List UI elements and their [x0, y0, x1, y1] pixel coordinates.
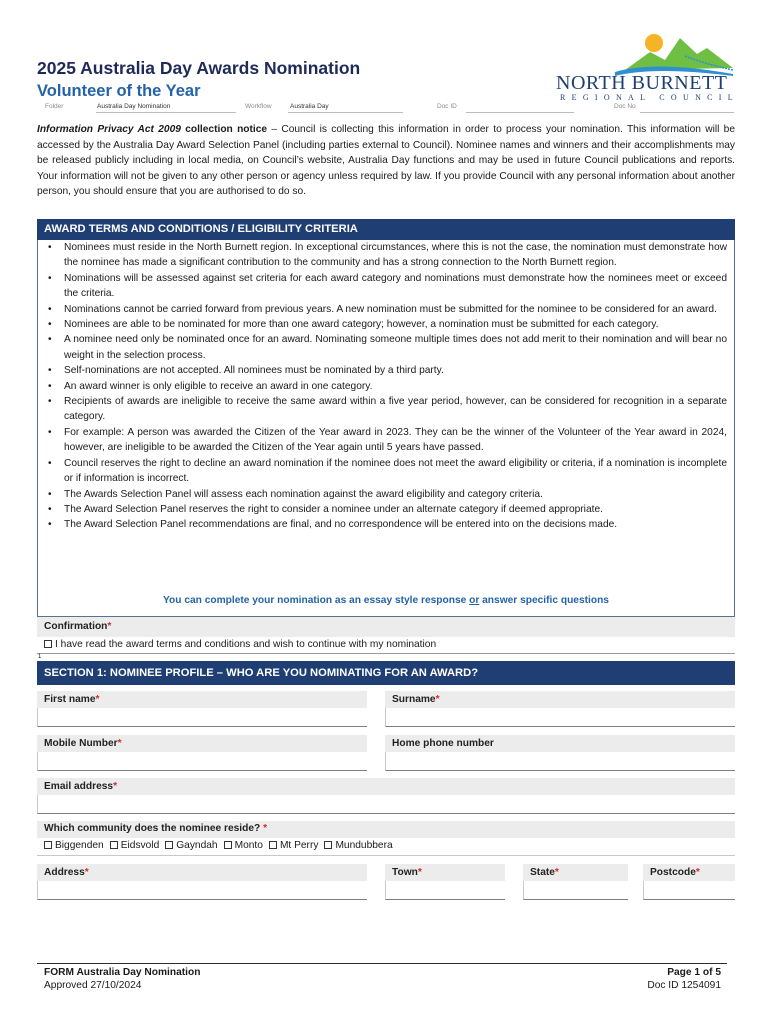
postcode-label: Postcode* — [650, 867, 700, 878]
award-category-title: Volunteer of the Year — [37, 82, 201, 100]
first-name-input[interactable] — [37, 708, 367, 727]
footer-approved: Approved 27/10/2024 — [44, 980, 142, 991]
community-checkbox[interactable] — [165, 841, 173, 849]
form-title: 2025 Australia Day Awards Nomination — [37, 58, 361, 78]
folder-value: Australia Day Nomination — [97, 103, 171, 110]
footer-rule — [37, 963, 727, 964]
terms-item: • The Award Selection Panel reserves the right to consider a nominee under an alternate category if deemed appropriate. — [45, 502, 727, 517]
folder-rule — [96, 112, 236, 113]
address-input[interactable] — [37, 881, 367, 900]
sun-icon — [645, 34, 663, 52]
community-checkbox[interactable] — [110, 841, 118, 849]
community-checkbox[interactable] — [324, 841, 332, 849]
council-logo-subtitle: REGIONAL COUNCIL — [560, 93, 739, 102]
community-option-gayndah[interactable] — [165, 840, 217, 851]
essay-note-before: You can complete your nomination as an essay style response — [163, 595, 470, 606]
privacy-text: – Council is collecting this information in order to process your nomination. This information will be accessed by the Australia Day Award Selection Panel (including parties external to Council). Nominee names and winners and their accomplishments may be released publicly including in local media, on Council’s website, Australia Day functions and may be used in future Council publications and reports. Your information will not be given to any other person or agency unless required by law. If you provide Council with any personal information about another person, you should ensure that you are authorised to do so. — [37, 124, 735, 198]
essay-note-or: or — [469, 595, 480, 606]
terms-list — [37, 240, 735, 533]
terms-item: • Self-nominations are not accepted. All nominees must be nominated by a third party. — [45, 363, 727, 378]
community-option-eidsvold[interactable] — [110, 840, 160, 851]
terms-item: • An award winner is only eligible to receive an award in one category. — [45, 379, 727, 394]
required-marker: * — [107, 621, 112, 632]
address-label: Address* — [44, 867, 89, 878]
workflow-meta — [245, 103, 329, 110]
community-checkbox[interactable] — [224, 841, 232, 849]
home-phone-label: Home phone number — [392, 738, 494, 749]
confirmation-checkbox-row[interactable] — [44, 639, 436, 650]
terms-item: • Recipients of awards are ineligible to receive the same award within a five year period, however, can be considered for recognition in a separate category. — [45, 394, 727, 425]
section1-heading: SECTION 1: NOMINEE PROFILE – WHO ARE YOU NOMINATING FOR AN AWARD? — [37, 661, 735, 685]
docid-label: Doc ID — [437, 103, 457, 110]
confirmation-checkbox-label: I have read the award terms and conditions and wish to continue with my nomination — [55, 639, 437, 650]
community-option-mundubbera[interactable] — [324, 840, 392, 851]
council-logo-name: NORTH BURNETT — [556, 72, 728, 94]
mobile-input[interactable] — [37, 752, 367, 771]
terms-item: • For example: A person was awarded the Citizen of the Year award in 2023. They can be the winner of the Volunteer of the Year award in 2024, however, are ineligible to be awarded the Citizen of the Year again until 5 years have passed. — [45, 425, 727, 456]
workflow-rule — [288, 112, 403, 113]
terms-item: • The Awards Selection Panel will assess each nomination against the award eligibility and category criteria. — [45, 487, 727, 502]
terms-item: • Nominations cannot be carried forward from previous years. A new nomination must be submitted for the nominee to be considered for an award. — [45, 302, 727, 317]
terms-item: • Council reserves the right to decline an award nomination if the nominee does not meet the award eligibility or criteria, if a nomination is incomplete or if information is incorrect. — [45, 456, 727, 487]
folder-meta — [45, 103, 171, 110]
docno-label: Doc No — [614, 103, 636, 110]
privacy-act: Information Privacy Act 2009 — [37, 124, 181, 135]
docno-rule — [640, 112, 734, 113]
town-label: Town* — [392, 867, 422, 878]
terms-item: • The Award Selection Panel recommendations are final, and no correspondence will be entered into on the decisions made. — [45, 517, 727, 532]
state-label: State* — [530, 867, 559, 878]
terms-item: • Nominees are able to be nominated for more than one award category; however, a nomination must be submitted for each category. — [45, 317, 727, 332]
community-option-label: Monto — [234, 840, 263, 851]
email-label-band — [37, 778, 735, 795]
community-option-label: Mundubbera — [335, 840, 393, 851]
community-divider — [37, 855, 735, 856]
community-options — [44, 840, 399, 851]
confirmation-band — [37, 617, 735, 637]
community-checkbox[interactable] — [269, 841, 277, 849]
town-input[interactable] — [385, 881, 505, 900]
community-option-label: Biggenden — [55, 840, 104, 851]
footer-doc-id: Doc ID 1254091 — [647, 980, 721, 991]
confirmation-divider — [37, 653, 735, 654]
email-input[interactable] — [37, 795, 735, 814]
home-phone-input[interactable] — [385, 752, 735, 771]
workflow-value: Australia Day — [290, 103, 329, 110]
community-question: Which community does the nominee reside? * — [44, 823, 268, 834]
surname-label: Surname* — [392, 694, 440, 705]
terms-item: • A nominee need only be nominated once for an award. Nominating someone multiple times does not add merit to their nomination and will bear no weight in the selection process. — [45, 332, 727, 363]
privacy-heading: collection notice — [180, 124, 268, 135]
confirmation-checkbox[interactable] — [44, 640, 52, 648]
state-input[interactable] — [523, 881, 628, 900]
folder-label: Folder — [45, 103, 64, 110]
essay-note-after: answer specific questions — [479, 595, 609, 606]
page-marker: 1 — [38, 654, 42, 660]
privacy-notice — [37, 122, 735, 200]
workflow-label: Workflow — [245, 103, 272, 110]
footer-page: Page 1 of 5 — [667, 967, 721, 978]
email-label: Email address* — [44, 781, 118, 792]
community-option-monto[interactable] — [224, 840, 263, 851]
terms-item: • Nominees must reside in the North Burnett region. In exceptional circumstances, where this is not the case, the nomination must demonstrate how the nominee has made a significant contribution to the community and has a strong connection to the North Burnett region. — [45, 240, 727, 271]
postcode-input[interactable] — [643, 881, 735, 900]
confirmation-label — [44, 621, 111, 632]
first-name-label: First name* — [44, 694, 100, 705]
mobile-label: Mobile Number* — [44, 738, 122, 749]
community-checkbox[interactable] — [44, 841, 52, 849]
surname-input[interactable] — [385, 708, 735, 727]
docid-meta — [437, 103, 457, 110]
community-option-mt-perry[interactable] — [269, 840, 319, 851]
footer-form-name: FORM Australia Day Nomination — [44, 967, 201, 978]
community-option-label: Mt Perry — [279, 840, 319, 851]
terms-item: • Nominations will be assessed against set criteria for each award category and nominations must demonstrate how the nominees meet or exceed the criteria. — [45, 271, 727, 302]
essay-option-note — [37, 595, 735, 606]
community-option-biggenden[interactable] — [44, 840, 104, 851]
hills-icon — [625, 38, 733, 70]
community-option-label: Gayndah — [176, 840, 218, 851]
terms-heading: AWARD TERMS AND CONDITIONS / ELIGIBILITY CRITERIA — [37, 219, 735, 240]
docid-rule — [466, 112, 574, 113]
community-option-label: Eidsvold — [120, 840, 160, 851]
confirmation-label-text: Confirmation — [44, 621, 108, 632]
